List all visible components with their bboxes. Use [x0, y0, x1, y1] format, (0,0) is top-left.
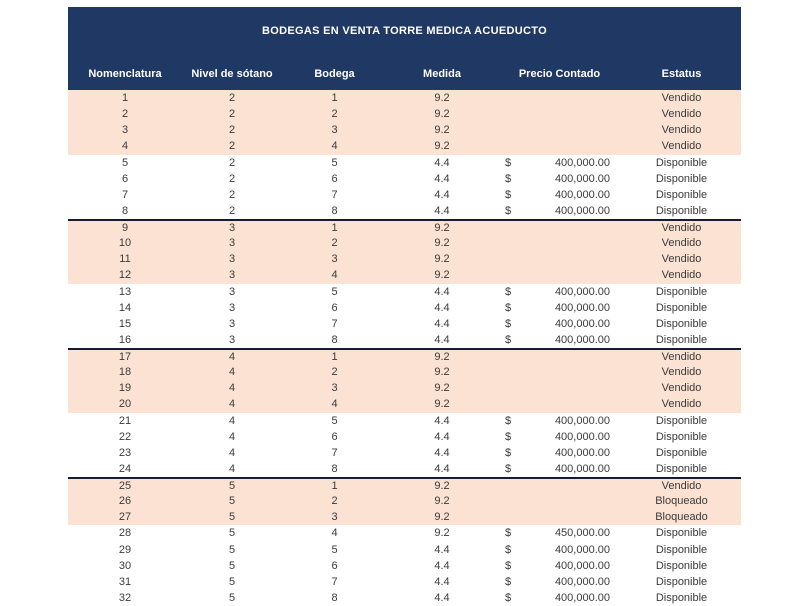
- cell-precio-contado: [497, 590, 622, 606]
- table-title: BODEGAS EN VENTA TORRE MEDICA ACUEDUCTO: [262, 25, 547, 37]
- cell-nivel-sotano: 5: [228, 480, 236, 493]
- bodegas-table: [68, 7, 741, 606]
- cell-nomenclatura: 28: [118, 527, 132, 540]
- cell-precio-contado: [497, 155, 622, 171]
- currency-symbol: $: [505, 204, 512, 217]
- cell-nivel-sotano: 2: [228, 188, 236, 201]
- cell-bodega: 5: [331, 543, 338, 556]
- precio-amount: 400,000.00: [554, 559, 610, 572]
- cell-medida: 4.4: [434, 317, 450, 330]
- cell-estatus: Disponible: [655, 446, 708, 459]
- cell-bodega: 4: [331, 140, 338, 153]
- cell-nomenclatura: 5: [121, 156, 129, 169]
- cell-bodega: 5: [331, 156, 338, 169]
- cell-nivel-sotano: 5: [228, 527, 236, 540]
- cell-nomenclatura: 32: [118, 591, 132, 604]
- cell-bodega: 4: [331, 269, 338, 282]
- cell-nivel-sotano: 2: [228, 140, 236, 153]
- table-row: [68, 396, 741, 412]
- cell-nivel-sotano: 3: [228, 333, 236, 346]
- cell-nomenclatura: 10: [118, 237, 132, 250]
- table-row: [68, 574, 741, 590]
- table-row: [68, 122, 741, 138]
- table-row: [68, 461, 741, 477]
- cell-estatus: Bloqueado: [655, 495, 708, 508]
- cell-medida: 4.4: [434, 430, 450, 443]
- cell-medida: 9.2: [434, 253, 450, 266]
- cell-nivel-sotano: 2: [228, 108, 236, 121]
- currency-symbol: $: [505, 543, 512, 556]
- precio-amount: 400,000.00: [554, 414, 610, 427]
- cell-medida: 9.2: [434, 527, 450, 540]
- precio-amount: 400,000.00: [554, 301, 610, 314]
- cell-estatus: Disponible: [655, 462, 708, 475]
- cell-nomenclatura: 2: [121, 108, 129, 121]
- cell-nomenclatura: 16: [118, 333, 132, 346]
- cell-medida: 9.2: [434, 237, 450, 250]
- cell-nivel-sotano: 4: [228, 414, 236, 427]
- table-row: [68, 477, 741, 493]
- cell-nivel-sotano: 4: [228, 351, 236, 364]
- cell-nomenclatura: 7: [121, 188, 129, 201]
- cell-bodega: 2: [331, 108, 338, 121]
- cell-bodega: 4: [331, 527, 338, 540]
- cell-precio-contado: [497, 542, 622, 558]
- column-header-bodega: Bodega: [314, 68, 355, 80]
- column-header-estatus: Estatus: [661, 68, 702, 80]
- cell-nomenclatura: 3: [121, 124, 129, 137]
- cell-estatus: Disponible: [655, 591, 708, 604]
- cell-nomenclatura: 18: [118, 366, 132, 379]
- cell-precio-contado: [497, 332, 622, 348]
- cell-nivel-sotano: 4: [228, 398, 236, 411]
- currency-symbol: $: [505, 172, 512, 185]
- cell-nivel-sotano: 4: [228, 430, 236, 443]
- cell-precio-contado: [497, 461, 622, 477]
- cell-nivel-sotano: 3: [228, 222, 236, 235]
- cell-bodega: 2: [331, 366, 338, 379]
- cell-bodega: 7: [331, 317, 338, 330]
- cell-nivel-sotano: 5: [228, 575, 236, 588]
- table-row: [68, 106, 741, 122]
- precio-amount: 400,000.00: [554, 462, 610, 475]
- cell-medida: 4.4: [434, 301, 450, 314]
- cell-nivel-sotano: 5: [228, 559, 236, 572]
- precio-amount: 400,000.00: [554, 317, 610, 330]
- cell-nomenclatura: 30: [118, 559, 132, 572]
- cell-bodega: 2: [331, 237, 338, 250]
- cell-medida: 4.4: [434, 462, 450, 475]
- precio-amount: 400,000.00: [554, 156, 610, 169]
- cell-nomenclatura: 29: [118, 543, 132, 556]
- table-row: [68, 203, 741, 219]
- precio-amount: 400,000.00: [554, 285, 610, 298]
- cell-bodega: 5: [331, 414, 338, 427]
- table-body: [68, 90, 741, 606]
- table-row: [68, 138, 741, 154]
- cell-medida: 9.2: [434, 366, 450, 379]
- currency-symbol: $: [505, 462, 512, 475]
- cell-nomenclatura: 13: [118, 285, 132, 298]
- cell-estatus: Vendido: [661, 253, 702, 266]
- table-row: [68, 413, 741, 429]
- cell-nomenclatura: 11: [119, 253, 131, 266]
- cell-estatus: Vendido: [661, 222, 702, 235]
- cell-bodega: 3: [331, 124, 338, 137]
- cell-bodega: 6: [331, 301, 338, 314]
- column-header-medida: Medida: [423, 68, 461, 80]
- cell-nivel-sotano: 5: [228, 511, 236, 524]
- cell-medida: 4.4: [434, 446, 450, 459]
- currency-symbol: $: [505, 559, 512, 572]
- table-row: [68, 219, 741, 235]
- table-row: [68, 155, 741, 171]
- cell-nivel-sotano: 5: [228, 495, 236, 508]
- cell-medida: 4.4: [434, 543, 450, 556]
- table-row: [68, 235, 741, 251]
- column-header-row: [68, 68, 741, 90]
- cell-estatus: Disponible: [655, 317, 708, 330]
- cell-estatus: Disponible: [655, 172, 708, 185]
- cell-nomenclatura: 1: [121, 92, 129, 104]
- cell-estatus: Disponible: [655, 156, 708, 169]
- precio-amount: 400,000.00: [554, 333, 610, 346]
- precio-amount: 400,000.00: [554, 204, 610, 217]
- cell-nomenclatura: 9: [121, 222, 129, 235]
- cell-medida: 9.2: [434, 92, 450, 104]
- cell-medida: 9.2: [434, 398, 450, 411]
- cell-bodega: 3: [331, 253, 338, 266]
- cell-medida: 4.4: [434, 333, 450, 346]
- cell-precio-contado: [497, 203, 622, 219]
- cell-estatus: Vendido: [661, 366, 702, 379]
- table-row: [68, 558, 741, 574]
- cell-bodega: 1: [331, 480, 338, 493]
- cell-medida: 4.4: [434, 156, 450, 169]
- precio-amount: 450,000.00: [554, 527, 610, 540]
- cell-medida: 9.2: [434, 269, 450, 282]
- cell-bodega: 7: [331, 446, 338, 459]
- cell-medida: 4.4: [434, 414, 450, 427]
- cell-medida: 4.4: [434, 188, 450, 201]
- column-header-nivel-sotano: Nivel de sótano: [191, 68, 273, 80]
- cell-nivel-sotano: 2: [228, 204, 236, 217]
- cell-precio-contado: [497, 187, 622, 203]
- currency-symbol: $: [505, 527, 512, 540]
- currency-symbol: $: [505, 301, 512, 314]
- cell-medida: 9.2: [434, 480, 450, 493]
- cell-estatus: Disponible: [655, 204, 708, 217]
- cell-estatus: Disponible: [655, 301, 708, 314]
- cell-nomenclatura: 4: [121, 140, 129, 153]
- cell-nomenclatura: 27: [118, 511, 132, 524]
- cell-estatus: Vendido: [661, 398, 702, 411]
- cell-estatus: Vendido: [661, 108, 702, 121]
- cell-estatus: Disponible: [655, 527, 708, 540]
- cell-estatus: Disponible: [655, 333, 708, 346]
- cell-nivel-sotano: 2: [228, 92, 236, 104]
- cell-bodega: 1: [331, 92, 338, 104]
- cell-nomenclatura: 6: [121, 172, 129, 185]
- currency-symbol: $: [505, 333, 512, 346]
- cell-bodega: 7: [331, 575, 338, 588]
- cell-nomenclatura: 25: [118, 480, 132, 493]
- precio-amount: 400,000.00: [554, 591, 610, 604]
- cell-estatus: Disponible: [655, 543, 708, 556]
- cell-precio-contado: [497, 284, 622, 300]
- table-row: [68, 316, 741, 332]
- precio-amount: 400,000.00: [554, 430, 610, 443]
- cell-medida: 4.4: [434, 172, 450, 185]
- cell-nivel-sotano: 5: [228, 591, 236, 604]
- precio-amount: 400,000.00: [554, 172, 610, 185]
- cell-estatus: Vendido: [661, 480, 702, 493]
- cell-medida: 4.4: [434, 204, 450, 217]
- currency-symbol: $: [505, 414, 512, 427]
- cell-bodega: 8: [331, 204, 338, 217]
- cell-estatus: Vendido: [661, 124, 702, 137]
- cell-bodega: 8: [331, 333, 338, 346]
- cell-estatus: Disponible: [655, 285, 708, 298]
- cell-nomenclatura: 21: [118, 414, 132, 427]
- precio-amount: 400,000.00: [554, 446, 610, 459]
- cell-nomenclatura: 19: [118, 382, 132, 395]
- table-row: [68, 251, 741, 267]
- cell-precio-contado: [497, 171, 622, 187]
- precio-amount: 400,000.00: [554, 575, 610, 588]
- cell-bodega: 6: [331, 172, 338, 185]
- cell-estatus: Vendido: [661, 140, 702, 153]
- precio-amount: 400,000.00: [554, 188, 610, 201]
- cell-nivel-sotano: 4: [228, 366, 236, 379]
- cell-bodega: 6: [331, 430, 338, 443]
- cell-estatus: Disponible: [655, 559, 708, 572]
- cell-bodega: 7: [331, 188, 338, 201]
- cell-precio-contado: [497, 574, 622, 590]
- cell-bodega: 5: [331, 285, 338, 298]
- cell-medida: 4.4: [434, 575, 450, 588]
- cell-medida: 4.4: [434, 591, 450, 604]
- table-row: [68, 380, 741, 396]
- currency-symbol: $: [505, 188, 512, 201]
- cell-estatus: Vendido: [661, 237, 702, 250]
- cell-precio-contado: [497, 316, 622, 332]
- cell-nomenclatura: 17: [118, 351, 132, 364]
- cell-bodega: 1: [331, 222, 338, 235]
- table-row: [68, 429, 741, 445]
- cell-medida: 9.2: [434, 140, 450, 153]
- currency-symbol: $: [505, 575, 512, 588]
- cell-nomenclatura: 8: [121, 204, 129, 217]
- cell-nivel-sotano: 3: [228, 253, 236, 266]
- table-row: [68, 542, 741, 558]
- cell-precio-contado: [497, 300, 622, 316]
- cell-medida: 9.2: [434, 222, 450, 235]
- cell-nomenclatura: 23: [118, 446, 132, 459]
- table-row: [68, 187, 741, 203]
- cell-estatus: Disponible: [655, 575, 708, 588]
- currency-symbol: $: [505, 156, 512, 169]
- cell-precio-contado: [497, 445, 622, 461]
- currency-symbol: $: [505, 591, 512, 604]
- cell-nivel-sotano: 3: [228, 317, 236, 330]
- cell-estatus: Disponible: [655, 188, 708, 201]
- table-row: [68, 590, 741, 606]
- table-row: [68, 493, 741, 509]
- table-row: [68, 509, 741, 525]
- cell-nomenclatura: 20: [118, 398, 132, 411]
- cell-estatus: Disponible: [655, 414, 708, 427]
- cell-estatus: Disponible: [655, 430, 708, 443]
- cell-bodega: 3: [331, 382, 338, 395]
- cell-nivel-sotano: 4: [228, 382, 236, 395]
- cell-precio-contado: [497, 413, 622, 429]
- cell-nomenclatura: 12: [118, 269, 132, 282]
- table-row: [68, 171, 741, 187]
- cell-nivel-sotano: 2: [228, 156, 236, 169]
- cell-bodega: 6: [331, 559, 338, 572]
- cell-precio-contado: [497, 525, 622, 541]
- cell-nivel-sotano: 3: [228, 285, 236, 298]
- cell-nivel-sotano: 3: [228, 237, 236, 250]
- cell-nivel-sotano: 5: [228, 543, 236, 556]
- cell-medida: 9.2: [434, 511, 450, 524]
- cell-nomenclatura: 26: [118, 495, 132, 508]
- cell-precio-contado: [497, 429, 622, 445]
- cell-bodega: 8: [331, 462, 338, 475]
- table-row: [68, 364, 741, 380]
- cell-bodega: 3: [331, 511, 338, 524]
- cell-estatus: Vendido: [661, 382, 702, 395]
- cell-nomenclatura: 24: [118, 462, 132, 475]
- currency-symbol: $: [505, 317, 512, 330]
- cell-medida: 9.2: [434, 124, 450, 137]
- table-row: [68, 90, 741, 106]
- table-row: [68, 267, 741, 283]
- cell-nomenclatura: 31: [118, 575, 132, 588]
- table-row: [68, 300, 741, 316]
- table-row: [68, 332, 741, 348]
- currency-symbol: $: [505, 446, 512, 459]
- cell-nomenclatura: 14: [118, 301, 132, 314]
- cell-medida: 9.2: [434, 108, 450, 121]
- cell-nivel-sotano: 2: [228, 124, 236, 137]
- cell-medida: 4.4: [434, 285, 450, 298]
- cell-estatus: Vendido: [661, 92, 702, 104]
- cell-estatus: Bloqueado: [655, 511, 708, 524]
- table-row: [68, 525, 741, 541]
- cell-precio-contado: [497, 558, 622, 574]
- cell-estatus: Vendido: [661, 351, 702, 364]
- cell-bodega: 2: [331, 495, 338, 508]
- cell-nivel-sotano: 4: [228, 462, 236, 475]
- cell-nomenclatura: 15: [118, 317, 132, 330]
- cell-nomenclatura: 22: [118, 430, 132, 443]
- cell-medida: 4.4: [434, 559, 450, 572]
- precio-amount: 400,000.00: [554, 543, 610, 556]
- cell-nivel-sotano: 3: [228, 269, 236, 282]
- table-row: [68, 348, 741, 364]
- column-header-nomenclatura: Nomenclatura: [88, 68, 162, 80]
- cell-nivel-sotano: 4: [228, 446, 236, 459]
- table-header: [68, 7, 741, 90]
- currency-symbol: $: [505, 285, 512, 298]
- table-row: [68, 445, 741, 461]
- cell-medida: 9.2: [434, 495, 450, 508]
- cell-bodega: 8: [331, 591, 338, 604]
- cell-nivel-sotano: 3: [228, 301, 236, 314]
- cell-bodega: 4: [331, 398, 338, 411]
- table-row: [68, 284, 741, 300]
- currency-symbol: $: [505, 430, 512, 443]
- cell-bodega: 1: [331, 351, 338, 364]
- cell-medida: 9.2: [434, 351, 450, 364]
- cell-medida: 9.2: [434, 382, 450, 395]
- column-header-precio-contado: Precio Contado: [518, 68, 601, 80]
- cell-nivel-sotano: 2: [228, 172, 236, 185]
- cell-estatus: Vendido: [661, 269, 702, 282]
